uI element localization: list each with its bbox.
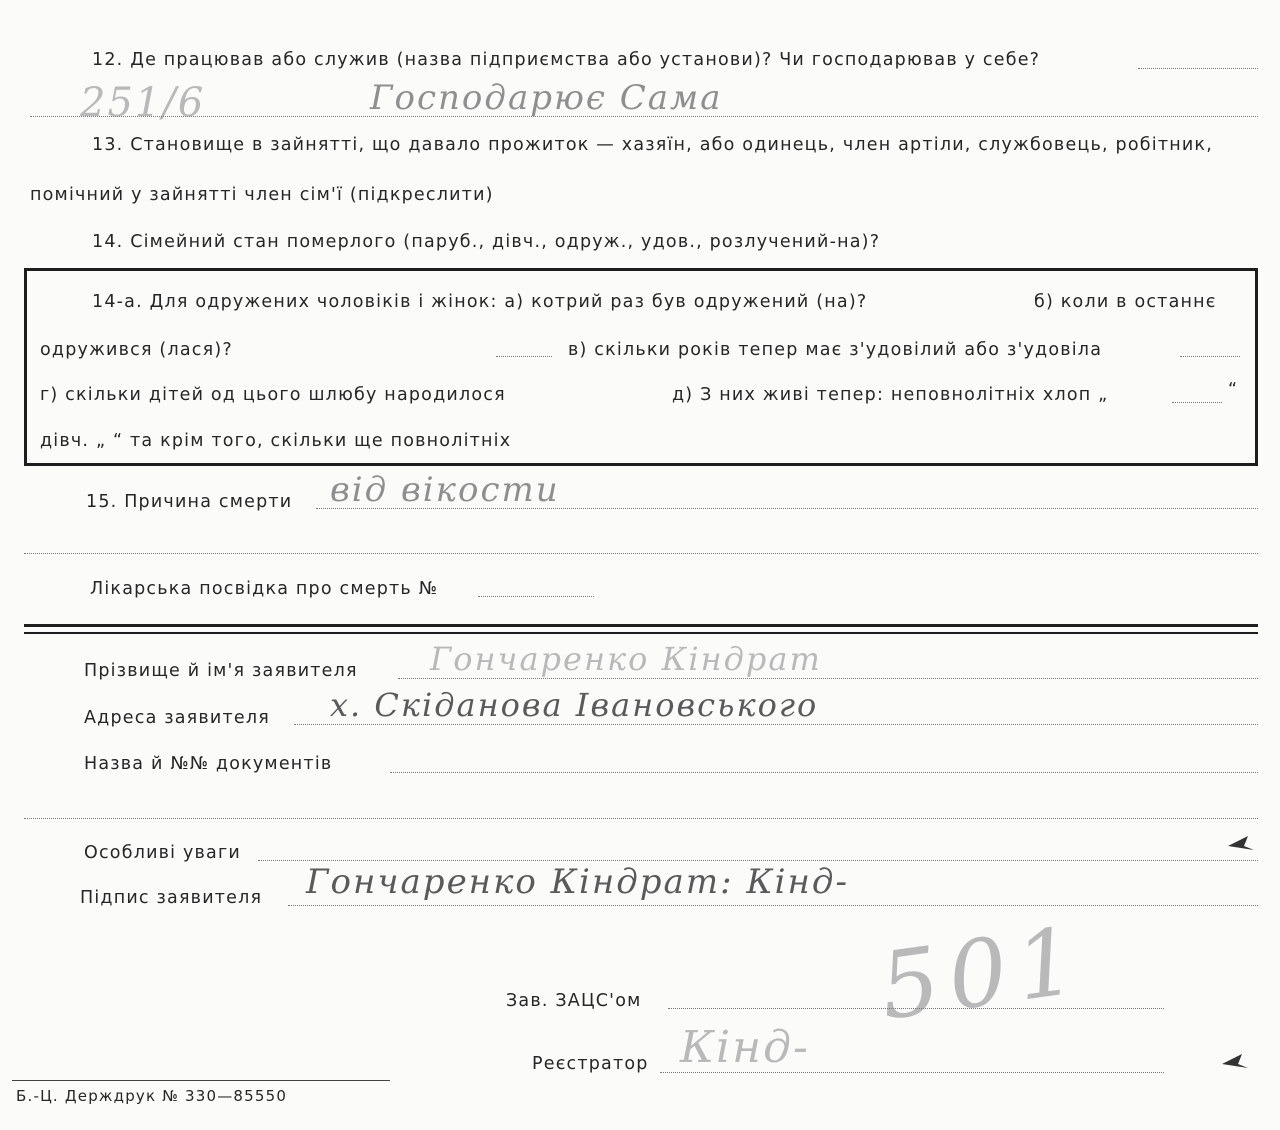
q12-fill-line-2: [30, 116, 1258, 117]
q14a-fill-boys: [1172, 402, 1222, 403]
q15-fill-line-2: [24, 553, 1258, 554]
q12-fill-line-1: [1138, 68, 1258, 69]
q14-label: 14. Сімейний стан померлого (паруб., дівч., одруж., удов., розлучений-на)?: [92, 232, 881, 252]
applicant-docs-label: Назва й №№ документів: [84, 754, 333, 774]
applicant-signature-value: Гончаренко Кіндрат: Кінд-: [306, 862, 849, 902]
q12-margin-note: 251/6: [80, 80, 206, 126]
footer-rule: [12, 1080, 390, 1081]
q12-label: 12. Де працював або служив (назва підприємства або установи)? Чи господарював у себе?: [92, 50, 1041, 70]
medical-certificate-fill: [478, 596, 594, 597]
applicant-name-fill: [398, 678, 1258, 679]
applicant-docs-fill-2: [24, 818, 1258, 819]
q14a-line3a: г) скільки дітей од цього шлюбу народилося: [40, 385, 506, 405]
applicant-address-value: х. Скіданова Івановського: [330, 686, 819, 724]
q15-fill-line-1: [316, 508, 1258, 509]
applicant-name-value: Гончаренко Кіндрат: [430, 640, 822, 678]
applicant-signature-fill: [288, 905, 1258, 906]
q14a-fill-years: [1180, 356, 1240, 357]
q14a-line2a: одружився (лася)?: [40, 340, 233, 360]
applicant-docs-fill: [390, 772, 1258, 773]
punch-mark-icon-2: [1220, 1050, 1250, 1080]
q14a-line1b: б) коли в останнє: [1034, 292, 1217, 312]
applicant-notes-label: Особливі уваги: [84, 843, 241, 863]
q14a-line2b: в) скільки років тепер має з'удовілий або з'удовіла: [568, 340, 1103, 360]
pencil-note: 501: [873, 906, 1093, 1041]
applicant-signature-label: Підпис заявителя: [80, 888, 263, 908]
footer-print-info: Б.-Ц. Держдрук № 330—85550: [16, 1087, 288, 1105]
q15-label: 15. Причина смерти: [86, 492, 293, 512]
applicant-notes-fill: [258, 860, 1258, 861]
medical-certificate-label: Лікарська посвідка про смерть №: [90, 579, 439, 599]
punch-mark-icon: [1226, 832, 1256, 858]
registrar-label: Реєстратор: [532, 1054, 649, 1074]
registrar-signature: Кінд-: [680, 1022, 810, 1073]
section-divider-bottom: [24, 632, 1258, 634]
applicant-address-fill: [294, 724, 1258, 725]
applicant-name-label: Прізвище й ім'я заявителя: [84, 661, 358, 681]
q13-label-line2: помічний у зайнятті член сім'ї (підкреслити): [30, 185, 494, 205]
q12-answer: Господарює Сама: [370, 78, 723, 118]
section-divider-top: [24, 624, 1258, 627]
q14a-line3c: “: [1228, 380, 1239, 400]
q15-answer: від вікости: [330, 470, 560, 510]
registrar-fill: [660, 1072, 1164, 1073]
office-head-label: Зав. ЗАЦС'ом: [506, 991, 642, 1011]
q14a-line4: дівч. „ “ та крім того, скільки ще повнолітніх: [40, 431, 512, 451]
q14a-fill-married-when: [496, 356, 552, 357]
q14a-line3b: д) З них живі тепер: неповнолітніх хлоп „: [672, 385, 1109, 405]
q14a-line1a: 14-а. Для одружених чоловіків і жінок: а) котрий раз був одружений (на)?: [92, 292, 868, 312]
office-head-fill: [668, 1008, 1164, 1009]
q13-label-line1: 13. Становище в зайнятті, що давало прожиток — хазяїн, або одинець, член артіли, службовець, робітник,: [92, 135, 1213, 155]
applicant-address-label: Адреса заявителя: [84, 708, 270, 728]
